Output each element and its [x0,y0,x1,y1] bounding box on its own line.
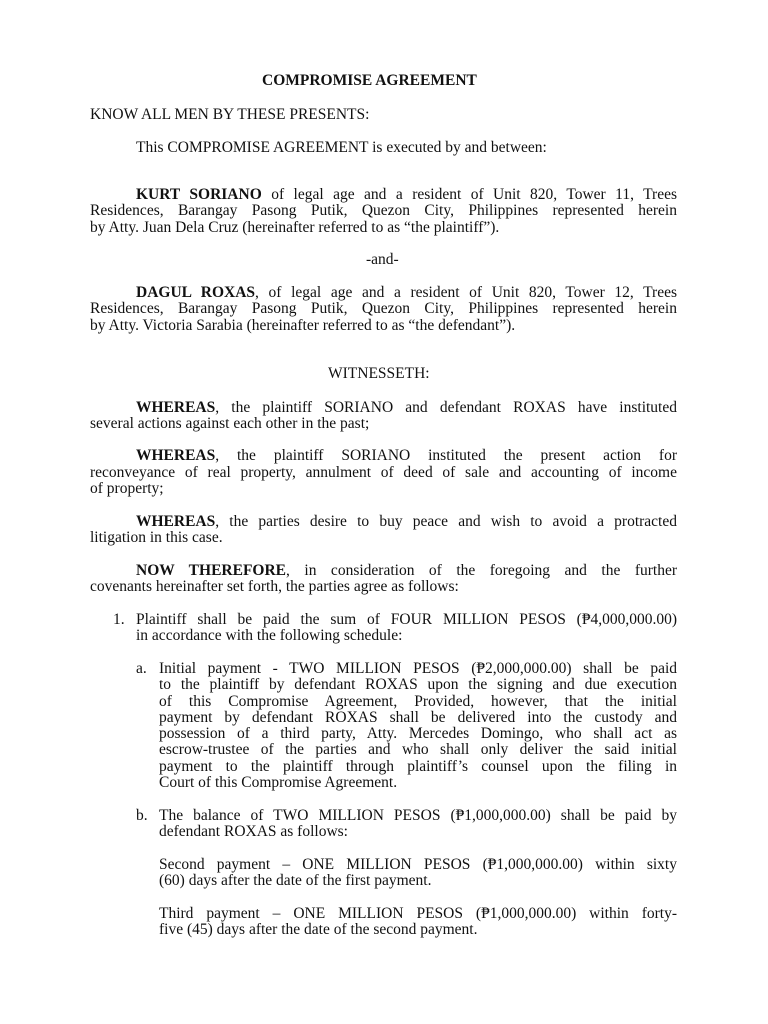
defendant-name: DAGUL ROXAS [136,284,256,301]
whereas-3-line-1: WHEREAS, the parties desire to buy peace and wish to avoid a protracted [136,513,677,530]
third-payment-line-1: Third payment – ONE MILLION PESOS (₱1,000,000.00) within forty- [159,905,677,922]
whereas-2-line-1: WHEREAS, the plaintiff SORIANO instituted the present action for [136,447,677,464]
item-a-marker: a. [136,660,147,677]
whereas-1-line-2: several actions against each other in the past; [90,415,370,432]
plaintiff-line-3: by Atty. Juan Dela Cruz (hereinafter referred to as “the plaintiff”). [90,219,500,236]
item-a-line-4: payment by defendant ROXAS shall be delivered into the custody and [159,709,677,726]
item-a-line-6: escrow-trustee of the parties and who shall only deliver the said initial [159,741,677,758]
plaintiff-name: KURT SORIANO [136,186,262,203]
item-a-line-5: possession of a third party, Atty. Mercedes Domingo, who shall act as [159,725,677,742]
whereas-3-line-2: litigation in this case. [90,529,223,546]
item-1-line-1: Plaintiff shall be paid the sum of FOUR MILLION PESOS (₱4,000,000.00) [136,611,677,628]
plaintiff-line-2: Residences, Barangay Pasong Putik, Quezon City, Philippines represented herein [90,202,677,219]
item-1-marker: 1. [113,611,125,628]
item-a-line-8: Court of this Compromise Agreement. [159,774,398,791]
item-1-line-2: in accordance with the following schedule: [136,627,403,644]
third-payment-line-2: five (45) days after the date of the second payment. [159,921,478,938]
whereas-2-line-2: reconveyance of real property, annulment of deed of sale and accounting of income [90,464,677,481]
witnesseth-heading: WITNESSETH: [328,365,430,382]
defendant-line-3: by Atty. Victoria Sarabia (hereinafter referred to as “the defendant”). [90,317,516,334]
item-a-line-2: to the plaintiff by defendant ROXAS upon the signing and due execution [159,676,677,693]
intro-line: This COMPROMISE AGREEMENT is executed by and between: [136,139,547,156]
plaintiff-line-1: KURT SORIANO of legal age and a resident of Unit 820, Tower 11, Trees [136,186,677,203]
item-a-line-7: payment to the plaintiff through plaintiff’s counsel upon the filing in [159,758,677,775]
now-therefore-line-1: NOW THEREFORE, in consideration of the foregoing and the further [136,562,678,579]
document-title: COMPROMISE AGREEMENT [262,72,477,89]
item-b-marker: b. [136,807,148,824]
now-therefore-line-2: covenants hereinafter set forth, the parties agree as follows: [90,578,459,595]
defendant-line-2: Residences, Barangay Pasong Putik, Quezon City, Philippines represented herein [90,300,677,317]
item-b-line-1: The balance of TWO MILLION PESOS (₱1,000,000.00) shall be paid by [159,807,677,824]
item-a-line-3: of this Compromise Agreement, Provided, however, that the initial [159,693,677,710]
second-payment-line-1: Second payment – ONE MILLION PESOS (₱1,000,000.00) within sixty [159,856,677,873]
opening-line: KNOW ALL MEN BY THESE PRESENTS: [90,106,370,123]
whereas-2-line-3: of property; [90,480,164,497]
second-payment-line-2: (60) days after the date of the first payment. [159,872,432,889]
item-a-line-1: Initial payment - TWO MILLION PESOS (₱2,000,000.00) shall be paid [159,660,677,677]
whereas-1-line-1: WHEREAS, the plaintiff SORIANO and defendant ROXAS have instituted [136,399,677,416]
and-separator: -and- [366,251,399,268]
defendant-line-1: DAGUL ROXAS, of legal age and a resident of Unit 820, Tower 12, Trees [136,284,677,301]
item-b-line-2: defendant ROXAS as follows: [159,823,348,840]
